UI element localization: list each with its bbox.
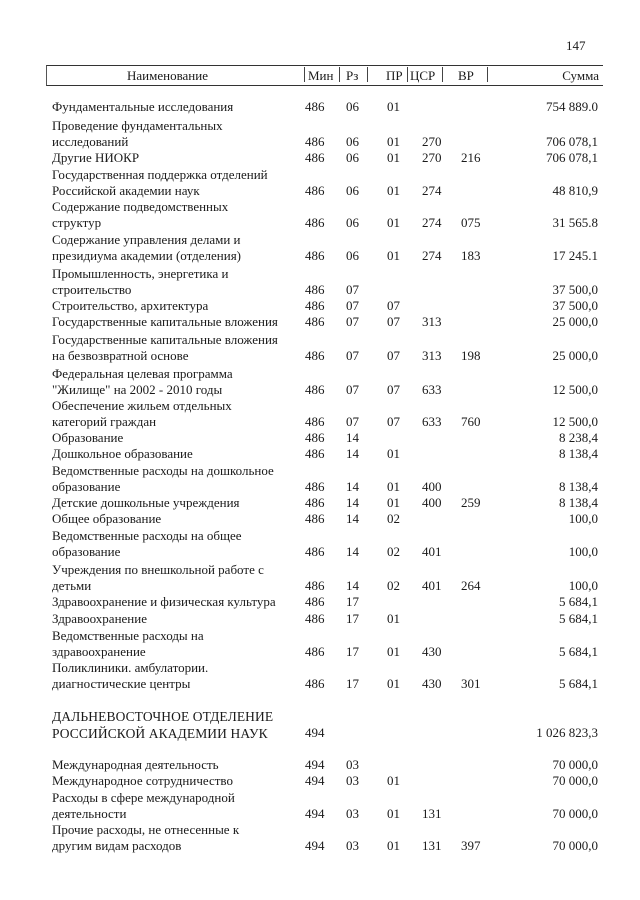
row-name (52, 430, 302, 446)
header-csr: ЦСР (410, 68, 436, 83)
row-name-line: Другие НИОКР (52, 150, 140, 165)
row-name (52, 790, 302, 822)
row-name-line: Здравоохранение и физическая культура (52, 594, 276, 609)
cell-rz: 03 (346, 773, 359, 788)
cell-csr: 401 (422, 544, 442, 559)
row-name-line: Детские дошкольные учреждения (52, 495, 240, 510)
cell-pr: 07 (387, 314, 400, 329)
cell-vr: 198 (461, 348, 481, 363)
cell-sum: 70 000,0 (552, 838, 598, 853)
cell-min: 494 (305, 773, 325, 788)
cell-sum: 706 078,1 (546, 150, 598, 165)
row-name-line: Государственная поддержка отделений (52, 167, 268, 182)
row-name-line: Строительство, архитектура (52, 298, 209, 313)
row-name (52, 99, 302, 115)
cell-sum: 25 000,0 (552, 348, 598, 363)
cell-vr: 397 (461, 838, 481, 853)
row-name (52, 150, 302, 166)
cell-vr: 760 (461, 414, 481, 429)
cell-csr: 274 (422, 248, 442, 263)
row-name-line: Российской академии наук (52, 183, 200, 198)
cell-pr: 01 (387, 446, 400, 461)
cell-min: 486 (305, 578, 325, 593)
row-name (52, 167, 302, 199)
cell-pr: 01 (387, 838, 400, 853)
cell-min: 486 (305, 348, 325, 363)
cell-csr: 274 (422, 183, 442, 198)
cell-rz: 17 (346, 644, 359, 659)
cell-sum: 37 500,0 (552, 282, 598, 297)
row-name-line: Прочие расходы, не отнесенные к (52, 822, 240, 837)
cell-rz: 03 (346, 806, 359, 821)
cell-sum: 17 245.1 (552, 248, 598, 263)
row-name-line: другим видам расходов (52, 838, 182, 853)
cell-min: 486 (305, 99, 325, 114)
cell-sum: 8 138,4 (559, 495, 598, 510)
cell-sum: 37 500,0 (552, 298, 598, 313)
cell-min: 486 (305, 414, 325, 429)
cell-sum: 70 000,0 (552, 773, 598, 788)
cell-pr: 01 (387, 644, 400, 659)
cell-rz: 07 (346, 314, 359, 329)
cell-min: 486 (305, 594, 325, 609)
row-name-line: деятельности (52, 806, 127, 821)
cell-sum: 5 684,1 (559, 594, 598, 609)
cell-rz: 03 (346, 838, 359, 853)
row-name-line: Дошкольное образование (52, 446, 193, 461)
row-name-line: Фундаментальные исследования (52, 99, 234, 114)
cell-pr: 07 (387, 348, 400, 363)
cell-rz: 17 (346, 676, 359, 691)
row-name-line: Государственные капитальные вложения (52, 314, 278, 329)
cell-sum: 8 138,4 (559, 479, 598, 494)
row-name-line: Учреждения по внешкольной работе с (52, 562, 264, 577)
cell-pr: 02 (387, 578, 400, 593)
row-name (52, 511, 302, 527)
row-name-line: образование (52, 544, 121, 559)
cell-rz: 07 (346, 282, 359, 297)
column-divider (487, 67, 488, 82)
cell-rz: 14 (346, 479, 359, 494)
cell-sum: 8 138,4 (559, 446, 598, 461)
cell-csr: 270 (422, 150, 442, 165)
cell-min: 486 (305, 544, 325, 559)
cell-rz: 07 (346, 348, 359, 363)
row-name-line: Федеральная целевая программа (52, 366, 233, 381)
row-name (52, 822, 302, 854)
cell-pr: 01 (387, 495, 400, 510)
cell-min: 494 (305, 725, 325, 740)
row-name-line: Государственные капитальные вложения (52, 332, 278, 347)
cell-csr: 430 (422, 676, 442, 691)
row-name-line: президиума академии (отделения) (52, 248, 242, 263)
cell-vr: 075 (461, 215, 481, 230)
cell-pr: 01 (387, 248, 400, 263)
cell-sum: 706 078,1 (546, 134, 598, 149)
cell-rz: 06 (346, 99, 359, 114)
cell-rz: 07 (346, 298, 359, 313)
row-name (52, 495, 302, 511)
row-name-line: исследований (52, 134, 129, 149)
cell-csr: 313 (422, 314, 442, 329)
row-name (52, 366, 302, 398)
cell-rz: 03 (346, 757, 359, 772)
row-name (52, 757, 302, 773)
row-name-line: Расходы в сфере международной (52, 790, 235, 805)
cell-pr: 01 (387, 676, 400, 691)
column-divider (367, 67, 368, 82)
column-divider (304, 67, 305, 82)
row-name-line: Промышленность, энергетика и (52, 266, 229, 281)
row-name-line: Содержание управления делами и (52, 232, 241, 247)
cell-csr: 400 (422, 479, 442, 494)
cell-vr: 264 (461, 578, 481, 593)
cell-pr: 01 (387, 773, 400, 788)
row-name-line: Проведение фундаментальных (52, 118, 223, 133)
row-name-line: диагностические центры (52, 676, 191, 691)
row-name (52, 199, 302, 231)
cell-rz: 14 (346, 511, 359, 526)
cell-rz: 14 (346, 544, 359, 559)
header-min: Мин (308, 68, 334, 83)
cell-sum: 1 026 823,3 (536, 725, 598, 740)
cell-rz: 06 (346, 150, 359, 165)
cell-csr: 400 (422, 495, 442, 510)
cell-min: 486 (305, 479, 325, 494)
row-name (52, 298, 302, 314)
cell-rz: 06 (346, 134, 359, 149)
cell-rz: 07 (346, 382, 359, 397)
cell-csr: 430 (422, 644, 442, 659)
cell-rz: 14 (346, 578, 359, 593)
cell-csr: 131 (422, 838, 442, 853)
cell-min: 486 (305, 495, 325, 510)
cell-min: 486 (305, 611, 325, 626)
header-name: Наименование (127, 68, 208, 83)
page-number: 147 (566, 38, 586, 53)
row-name-line: Содержание подведомственных (52, 199, 229, 214)
row-name (52, 463, 302, 495)
cell-pr: 01 (387, 479, 400, 494)
cell-pr: 07 (387, 382, 400, 397)
cell-min: 486 (305, 248, 325, 263)
cell-min: 486 (305, 446, 325, 461)
row-name (52, 773, 302, 789)
row-name (52, 314, 302, 330)
cell-sum: 754 889.0 (546, 99, 598, 114)
row-name-line: РОССИЙСКОЙ АКАДЕМИИ НАУК (52, 726, 268, 741)
row-name (52, 446, 302, 462)
cell-csr: 131 (422, 806, 442, 821)
cell-min: 486 (305, 282, 325, 297)
row-name-line: Обеспечение жильем отдельных (52, 398, 232, 413)
cell-min: 494 (305, 757, 325, 772)
cell-rz: 06 (346, 183, 359, 198)
cell-min: 486 (305, 511, 325, 526)
cell-sum: 100,0 (568, 578, 598, 593)
cell-sum: 70 000,0 (552, 806, 598, 821)
row-name-line: здравоохранение (52, 644, 146, 659)
row-name-line: Международное сотрудничество (52, 773, 233, 788)
cell-pr: 01 (387, 99, 400, 114)
row-name (52, 708, 302, 742)
cell-csr: 274 (422, 215, 442, 230)
cell-rz: 06 (346, 248, 359, 263)
cell-min: 486 (305, 676, 325, 691)
row-name (52, 594, 302, 610)
cell-sum: 25 000,0 (552, 314, 598, 329)
cell-sum: 12 500,0 (552, 414, 598, 429)
cell-vr: 216 (461, 150, 481, 165)
cell-vr: 259 (461, 495, 481, 510)
row-name-line: Ведомственные расходы на дошкольное (52, 463, 274, 478)
column-divider (442, 67, 443, 82)
row-name-line: Международная деятельность (52, 757, 219, 772)
cell-pr: 01 (387, 183, 400, 198)
row-name (52, 611, 302, 627)
cell-vr: 183 (461, 248, 481, 263)
cell-csr: 313 (422, 348, 442, 363)
row-name (52, 562, 302, 594)
cell-csr: 270 (422, 134, 442, 149)
row-name-line: Общее образование (52, 511, 162, 526)
row-name-line: Поликлиники. амбулатории. (52, 660, 209, 675)
row-name (52, 528, 302, 560)
column-divider (339, 67, 340, 82)
cell-min: 486 (305, 150, 325, 165)
row-name (52, 628, 302, 660)
cell-sum: 5 684,1 (559, 644, 598, 659)
table-header (46, 65, 603, 86)
cell-sum: 8 238,4 (559, 430, 598, 445)
cell-pr: 01 (387, 134, 400, 149)
row-name-line: строительство (52, 282, 132, 297)
cell-rz: 06 (346, 215, 359, 230)
row-name (52, 332, 302, 364)
cell-rz: 17 (346, 611, 359, 626)
cell-pr: 07 (387, 414, 400, 429)
cell-min: 486 (305, 298, 325, 313)
cell-vr: 301 (461, 676, 481, 691)
row-name (52, 232, 302, 264)
cell-sum: 12 500,0 (552, 382, 598, 397)
cell-min: 486 (305, 134, 325, 149)
cell-pr: 01 (387, 806, 400, 821)
row-name-line: структур (52, 215, 102, 230)
cell-rz: 14 (346, 430, 359, 445)
cell-csr: 633 (422, 414, 442, 429)
cell-min: 486 (305, 382, 325, 397)
cell-pr: 01 (387, 215, 400, 230)
cell-sum: 48 810,9 (552, 183, 598, 198)
cell-pr: 07 (387, 298, 400, 313)
row-name (52, 118, 302, 150)
row-name (52, 266, 302, 298)
cell-min: 494 (305, 838, 325, 853)
cell-sum: 5 684,1 (559, 611, 598, 626)
header-sum: Сумма (562, 68, 599, 83)
row-name (52, 660, 302, 692)
cell-sum: 100,0 (568, 511, 598, 526)
cell-rz: 14 (346, 495, 359, 510)
row-name-line: Образование (52, 430, 124, 445)
header-vr: ВР (458, 68, 474, 83)
row-name-line: категорий граждан (52, 414, 157, 429)
cell-pr: 02 (387, 511, 400, 526)
cell-rz: 07 (346, 414, 359, 429)
header-pr: ПР (386, 68, 403, 83)
row-name-line: Здравоохранение (52, 611, 147, 626)
cell-sum: 31 565.8 (552, 215, 598, 230)
row-name-line: Ведомственные расходы на (52, 628, 204, 643)
cell-min: 494 (305, 806, 325, 821)
row-name-line: образование (52, 479, 121, 494)
cell-rz: 17 (346, 594, 359, 609)
cell-csr: 401 (422, 578, 442, 593)
row-name-line: "Жилище" на 2002 - 2010 годы (52, 382, 223, 397)
cell-min: 486 (305, 644, 325, 659)
cell-csr: 633 (422, 382, 442, 397)
row-name-line: на безвозвратной основе (52, 348, 189, 363)
row-name-line: ДАЛЬНЕВОСТОЧНОЕ ОТДЕЛЕНИЕ (52, 709, 274, 724)
cell-pr: 01 (387, 611, 400, 626)
cell-min: 486 (305, 183, 325, 198)
cell-min: 486 (305, 314, 325, 329)
header-rz: Рз (346, 68, 359, 83)
row-name-line: детьми (52, 578, 92, 593)
column-divider (407, 67, 408, 82)
cell-min: 486 (305, 215, 325, 230)
cell-sum: 5 684,1 (559, 676, 598, 691)
cell-min: 486 (305, 430, 325, 445)
row-name (52, 398, 302, 430)
cell-pr: 02 (387, 544, 400, 559)
cell-sum: 100,0 (568, 544, 598, 559)
row-name-line: Ведомственные расходы на общее (52, 528, 242, 543)
cell-pr: 01 (387, 150, 400, 165)
cell-rz: 14 (346, 446, 359, 461)
cell-sum: 70 000,0 (552, 757, 598, 772)
